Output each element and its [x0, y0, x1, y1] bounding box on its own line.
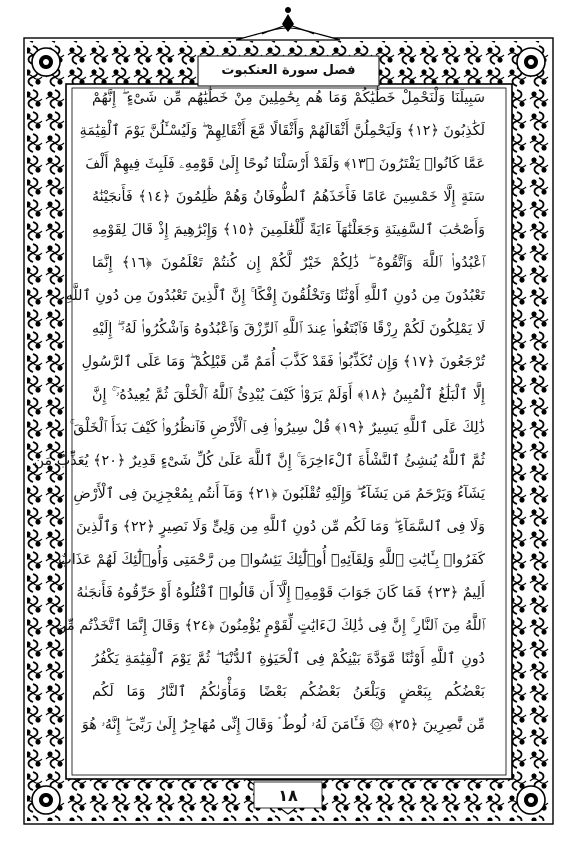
text-line-4: سَنَةٍ إِلَّا خَمْسِينَ عَامًا فَأَخَذَهُمُ ٱلطُّوفَانُ وَهُمْ ظَٰلِمُونَ ﴿١٤﴾ فَأَنجَيْنَٰهُ: [92, 189, 485, 205]
text-line-12: ثُمَّ ٱللَّهُ يُنشِئُ ٱلنَّشْأَةَ ٱلْءَاخِرَةَ ۚ إِنَّ ٱللَّهَ عَلَىٰ كُلِّ شَىْءٍ قَدِيرٌ ﴿٢٠﴾ يُعَذِّبُ مَن: [33, 453, 485, 469]
page-number: ١٨: [278, 786, 298, 805]
corner-rosette-br: [517, 786, 545, 814]
corner-rosette-tr: [517, 48, 545, 76]
text-line-3: عَمَّا كَانُوا۟ يَفْتَرُونَ ﴿١٣﴾ وَلَقَدْ أَرْسَلْنَا نُوحًا إِلَىٰ قَوْمِهِۦ فَلَبِثَ فِيهِمْ أَلْفَ: [85, 156, 485, 172]
text-line-5: وَأَصْحَٰبَ ٱلسَّفِينَةِ وَجَعَلْنَٰهَآ ءَايَةً لِّلْعَٰلَمِينَ ﴿١٥﴾ وَإِبْرَٰهِيمَ إِذْ قَالَ لِقَوْمِهِ: [92, 222, 485, 238]
text-line-17: ٱللَّهُ مِنَ ٱلنَّارِ ۚ إِنَّ فِى ذَٰلِكَ لَءَايَٰتٍ لِّقَوْمٍ يُؤْمِنُونَ ﴿٢٤﴾ وَقَالَ إِنَّمَا ٱتَّخَذْتُم مِّن: [56, 618, 485, 634]
text-line-20: مِّن نَّٰصِرِينَ ﴿٢٥﴾ ۞ فَـَٔامَنَ لَهُۥ لُوطٌ ۘ وَقَالَ إِنِّى مُهَاجِرٌ إِلَىٰ رَبِّىٓ ۖ إِنَّهُۥ هُوَ: [81, 717, 485, 733]
quran-text-block: [33, 84, 486, 776]
text-line-13: يَشَآءُ وَيَرْحَمُ مَن يَشَآءُ ۖ وَإِلَيْهِ تُقْلَبُونَ ﴿٢١﴾ وَمَآ أَنتُم بِمُعْجِزِينَ فِى ٱلْأَرْضِ: [73, 486, 485, 502]
text-line-7: تَعْبُدُونَ مِن دُونِ ٱللَّهِ أَوْثَٰنًا وَتَخْلُقُونَ إِفْكًا ۚ إِنَّ ٱلَّذِينَ تَعْبُدُونَ مِن دُونِ ٱللَّهِ: [65, 288, 485, 304]
text-line-8: لَا يَمْلِكُونَ لَكُمْ رِزْقًا فَٱبْتَغُوا۟ عِندَ ٱللَّهِ ٱلرِّزْقَ وَٱعْبُدُوهُ وَٱشْكُرُوا۟ لَهُۥٓ ۖ إِلَيْهِ: [92, 321, 485, 337]
corner-rosette-tl: [32, 48, 60, 76]
text-line-10: إِلَّا ٱلْبَلَٰغُ ٱلْمُبِينُ ﴿١٨﴾ أَوَلَمْ يَرَوْا۟ كَيْفَ يُبْدِئُ ٱللَّهُ ٱلْخَلْقَ ثُمَّ يُعِيدُهُۥٓ ۚ إِنَّ: [92, 387, 485, 403]
text-line-9: تُرْجَعُونَ ﴿١٧﴾ وَإِن تُكَذِّبُوا۟ فَقَدْ كَذَّبَ أُمَمٌ مِّن قَبْلِكُمْ ۖ وَمَا عَلَى ٱلرَّسُولِ: [81, 354, 485, 370]
text-line-1: سَبِيلَنَا وَلْنَحْمِلْ خَطَٰيَٰكُمْ وَمَا هُم بِحَٰمِلِينَ مِنْ خَطَٰيَٰهُم مِّن شَىْءٍ ۖ إِنَّهُمْ: [92, 90, 485, 106]
text-line-15: كَفَرُوا۟ بِـَٔايَٰتِ ٱللَّهِ وَلِقَآئِهِۦٓ أُو۟لَٰٓئِكَ يَئِسُوا۟ مِن رَّحْمَتِى وَأُو۟لَٰٓئِكَ لَهُمْ عَذَابٌ: [58, 552, 485, 568]
text-line-19: بَعْضُكُم بِبَعْضٍ وَيَلْعَنُ بَعْضُكُم بَعْضًا وَمَأْوَىٰكُمُ ٱلنَّارُ وَمَا لَكُم: [92, 684, 485, 700]
text-line-14: وَلَا فِى ٱلسَّمَآءِ ۖ وَمَا لَكُم مِّن دُونِ ٱللَّهِ مِن وَلِىٍّ وَلَا نَصِيرٍ ﴿٢٢﴾ وَٱلَّذِينَ: [76, 519, 485, 535]
top-crest-ornament: [236, 7, 340, 40]
text-line-2: لَكَٰذِبُونَ ﴿١٢﴾ وَلَيَحْمِلُنَّ أَثْقَالَهُمْ وَأَثْقَالًا مَّعَ أَثْقَالِهِمْ ۖ وَلَيُسْـَٔلُنَّ يَوْمَ ٱلْقِيَٰمَةِ: [79, 123, 485, 139]
text-line-11: ذَٰلِكَ عَلَى ٱللَّهِ يَسِيرٌ ﴿١٩﴾ قُلْ سِيرُوا۟ فِى ٱلْأَرْضِ فَٱنظُرُوا۟ كَيْفَ بَدَأَ ٱلْخَلْقَ ۚ: [69, 420, 485, 436]
text-line-18: دُونِ ٱللَّهِ أَوْثَٰنًا مَّوَدَّةَ بَيْنِكُمْ فِى ٱلْحَيَوٰةِ ٱلدُّنْيَا ۖ ثُمَّ يَوْمَ ٱلْقِيَٰمَةِ يَكْفُرُ: [92, 651, 485, 667]
surah-title: فصل سورة العنكبوت: [221, 63, 356, 78]
corner-rosette-bl: [32, 786, 60, 814]
text-line-16: أَلِيمٌ ﴿٢٣﴾ فَمَا كَانَ جَوَابَ قَوْمِهِۦٓ إِلَّآ أَن قَالُوا۟ ٱقْتُلُوهُ أَوْ حَرِّقُوهُ فَأَنجَىٰهُ: [76, 585, 485, 601]
text-line-6: ٱعْبُدُوا۟ ٱللَّهَ وَٱتَّقُوهُ ۖ ذَٰلِكُمْ خَيْرٌ لَّكُمْ إِن كُنتُمْ تَعْلَمُونَ ﴿١٦﴾ إِنَّمَا: [92, 255, 486, 271]
